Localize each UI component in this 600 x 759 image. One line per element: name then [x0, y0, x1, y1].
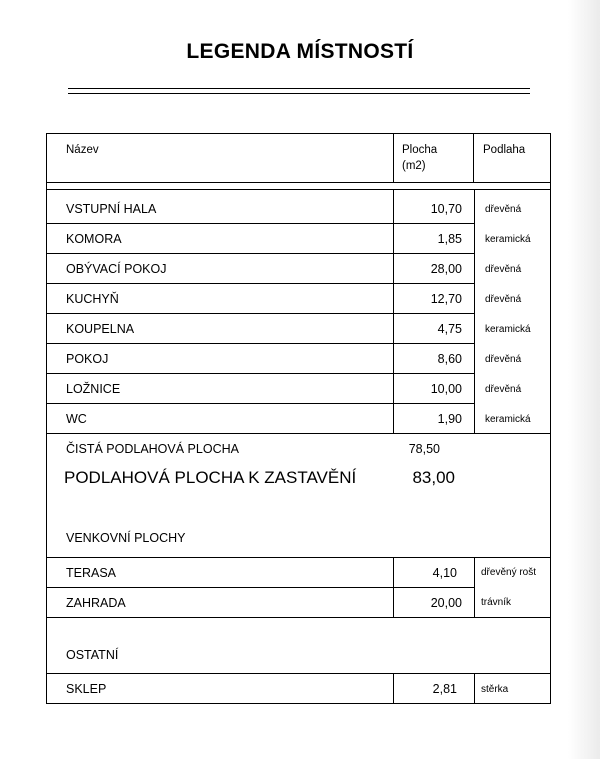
room-name: KOUPELNA [66, 322, 135, 336]
header-area-line1: Plocha [402, 144, 438, 156]
title-rule-top [68, 88, 530, 89]
built-area-label: PODLAHOVÁ PLOCHA K ZASTAVĚNÍ [64, 468, 357, 487]
room-area: 8,60 [437, 352, 462, 366]
header-area-line2: (m2) [402, 160, 426, 172]
page-title: LEGENDA MÍSTNOSTÍ [186, 40, 414, 63]
outdoor-item-floor: dřevěný rošt [481, 567, 537, 578]
header-name: Název [66, 144, 99, 156]
room-area: 4,75 [437, 322, 462, 336]
row-line [46, 343, 475, 344]
rooms-divider-floor [474, 189, 475, 433]
room-name: POKOJ [66, 352, 109, 366]
row-line [46, 403, 475, 404]
outdoor-item-area: 4,10 [432, 566, 457, 580]
outdoor-item-name: TERASA [66, 566, 117, 580]
room-floor: dřevěná [485, 294, 522, 305]
page-edge-shadow [568, 0, 600, 759]
row-line [46, 283, 475, 284]
room-area: 12,70 [430, 292, 462, 306]
other-divider-area [393, 673, 394, 704]
outdoor-top-line [46, 557, 551, 558]
room-name: VSTUPNÍ HALA [66, 202, 157, 216]
other-item-area: 2,81 [432, 682, 457, 696]
room-name: KUCHYŇ [66, 292, 119, 306]
other-heading: OSTATNÍ [66, 648, 119, 662]
header-divider-area [393, 133, 394, 183]
room-area: 28,00 [430, 262, 462, 276]
other-item-floor: stěrka [481, 684, 509, 695]
other-top-line [46, 673, 551, 674]
outdoor-item-area: 20,00 [430, 596, 462, 610]
outdoor-bottom-line [46, 617, 551, 618]
room-name: OBÝVACÍ POKOJ [66, 262, 167, 276]
rooms-bottom-line [46, 433, 551, 434]
room-floor: keramická [485, 414, 531, 425]
room-name: KOMORA [66, 232, 122, 246]
built-area-value: 83,00 [412, 468, 455, 487]
legend-table [46, 133, 551, 704]
other-item-name: SKLEP [66, 682, 107, 696]
room-floor: dřevěná [485, 354, 522, 365]
room-area: 1,90 [437, 412, 462, 426]
room-floor: dřevěná [485, 204, 522, 215]
row-line [46, 587, 475, 588]
room-area: 10,00 [430, 382, 462, 396]
room-area: 1,85 [437, 232, 462, 246]
outdoor-heading: VENKOVNÍ PLOCHY [66, 531, 186, 545]
room-floor: dřevěná [485, 384, 522, 395]
net-area-label: ČISTÁ PODLAHOVÁ PLOCHA [66, 442, 239, 456]
title-rule-bottom [68, 93, 530, 94]
room-floor: dřevěná [485, 264, 522, 275]
rooms-divider-area [393, 189, 394, 433]
outdoor-divider-floor [474, 557, 475, 617]
outdoor-divider-area [393, 557, 394, 617]
row-line [46, 253, 475, 254]
outdoor-item-name: ZAHRADA [66, 596, 126, 610]
room-name: WC [66, 412, 87, 426]
row-line [46, 223, 475, 224]
room-floor: keramická [485, 234, 531, 245]
header-divider-floor [473, 133, 474, 183]
room-name: LOŽNICE [66, 382, 121, 396]
other-divider-floor [474, 673, 475, 704]
room-area: 10,70 [430, 202, 462, 216]
header-double-line [46, 189, 551, 190]
outdoor-item-floor: trávník [481, 597, 512, 608]
row-line [46, 313, 475, 314]
net-area-value: 78,50 [408, 442, 440, 456]
row-line [46, 373, 475, 374]
header-floor: Podlaha [483, 144, 526, 156]
header-bottom-line [46, 182, 551, 183]
room-floor: keramická [485, 324, 531, 335]
